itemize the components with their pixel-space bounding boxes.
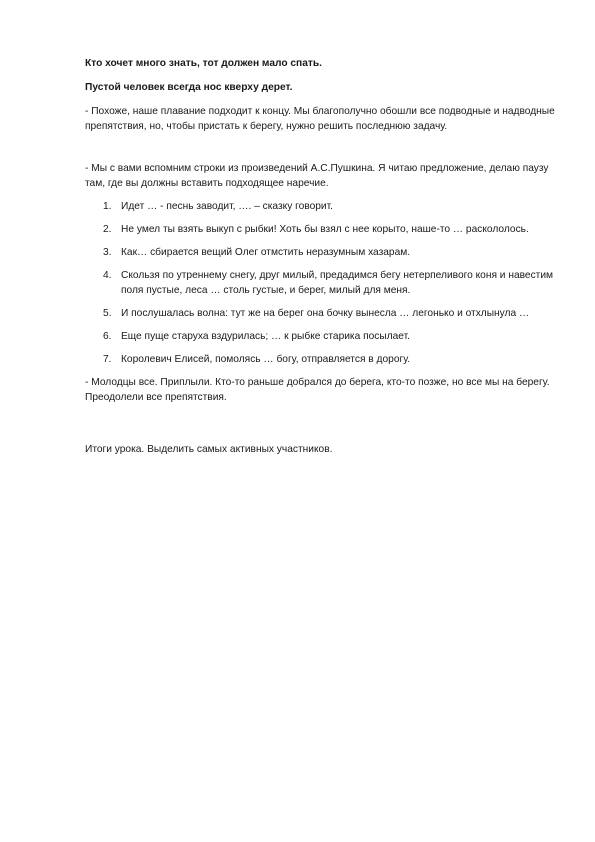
list-item-text: Еще пуще старуха вздурилась; … к рыбке старика посылает.: [121, 331, 411, 342]
proverb-1: Кто хочет много знать, тот должен мало спать.: [85, 58, 322, 69]
list-item: [85, 268, 555, 298]
list-item-number: 2.: [103, 224, 112, 235]
list-item: [85, 352, 555, 367]
proverb-2: Пустой человек всегда нос кверху дерет.: [85, 82, 293, 93]
document-page: [85, 56, 555, 457]
paragraph-task: - Мы с вами вспомним строки из произведений А.С.Пушкина. Я читаю предложение, делаю паузу там, где вы должны вставить подходящее наречие.: [85, 163, 549, 189]
list-item: [85, 329, 555, 344]
list-item-text: И послушалась волна: тут же на берег она бочку вынесла … легонько и отхлынула …: [121, 308, 530, 319]
sentence-list: [85, 199, 555, 367]
list-item: [85, 245, 555, 260]
list-item-number: 3.: [103, 247, 112, 258]
list-item-text: Королевич Елисей, помолясь … богу, отправляется в дорогу.: [121, 354, 411, 365]
list-item-number: 7.: [103, 354, 112, 365]
list-item: [85, 222, 555, 237]
paragraph-summary: Итоги урока. Выделить самых активных участников.: [85, 444, 333, 455]
list-item-text: Идет … - песнь заводит, …. – сказку говорит.: [121, 201, 333, 212]
list-item-number: 5.: [103, 308, 112, 319]
list-item: [85, 199, 555, 214]
list-item: [85, 306, 555, 321]
list-item-text: Не умел ты взять выкуп с рыбки! Хоть бы взял с нее корыто, наше-то … раскололось.: [121, 224, 529, 235]
list-item-text: Скользя по утреннему снегу, друг милый, предадимся бегу нетерпеливого коня и навестим поля пустые, леса … столь густые, и берег, милый для меня.: [121, 270, 554, 296]
list-item-text: Как… сбирается вещий Олег отмстить неразумным хазарам.: [121, 247, 411, 258]
list-item-number: 1.: [103, 201, 112, 212]
paragraph-intro: - Похоже, наше плавание подходит к концу. Мы благополучно обошли все подводные и надводные препятствия, но, чтобы пристать к берегу, нужно решить последнюю задачу.: [85, 106, 555, 132]
list-item-number: 6.: [103, 331, 112, 342]
paragraph-finish: - Молодцы все. Приплыли. Кто-то раньше добрался до берега, кто-то позже, но все мы на берегу. Преодолели все препятствия.: [85, 377, 550, 403]
list-item-number: 4.: [103, 270, 112, 281]
